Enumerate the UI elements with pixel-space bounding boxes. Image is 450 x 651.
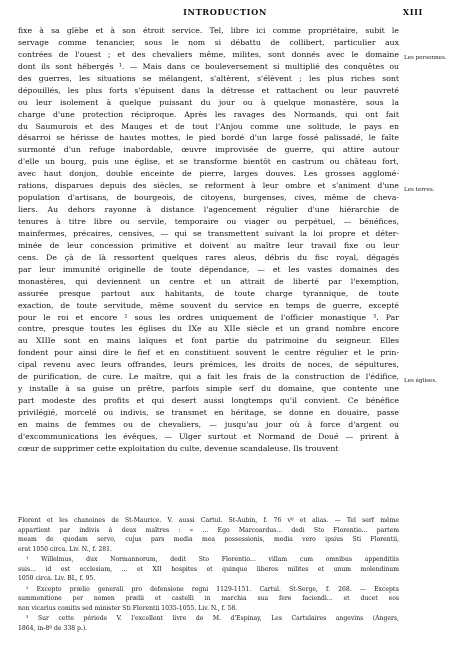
text-line: minée de leur concession primitive et doivent au maître leur travail fixe ou leur — [18, 240, 399, 250]
text-line: meam de quodam servo, cujus pars media mea possessionis, media vero ipsius Sti Florentii, — [18, 536, 399, 543]
text-line: privilégié, morcelé ou indivis, se transmet en héritage, se donne en douaire, passe — [18, 408, 399, 417]
text-line: part modeste des profits et qui desert aussi longtemps qu'il convient. Ce bénéfice — [18, 396, 399, 406]
text-line: en mains de femmes ou de chevaliers, — jusqu'au jour où à force d'argent ou — [18, 419, 399, 429]
text-line: population d'artisans, de bourgeois, de citoyens, burgenses, cives, même de cheva- — [18, 193, 399, 203]
margin-note-lands: Les terres. — [404, 187, 435, 193]
footnote-continuation — [18, 516, 399, 554]
text-line: cœur de supprimer cette exploitation du culte, devenue scandaleuse. Ils trouvent — [18, 443, 339, 453]
text-line: désarroi se hérisse de hautes mottes, le pied bordé d'un large fossé palissadé, le faîte — [18, 133, 399, 143]
text-line: monastères, qui deviennent un centre et un attrait de liberté par l'exemption, — [18, 276, 399, 286]
text-line: charge d'une protection réciproque. Après les ravages des Normands, qui ont fait — [18, 109, 399, 119]
text-line: servage comme tenancier, sous le nom si débattu de collibert, particulier aux — [18, 37, 399, 47]
text-line: y installe à sa guise un prêtre, parfois simple serf du domaine, que contente une — [18, 384, 399, 394]
text-line: erat 1050 circa. Liv. N., f. 281. — [18, 545, 112, 553]
text-line: avec haut donjon, double enceinte de pierre, larges douves. Les grosses agglomé- — [18, 169, 399, 179]
text-line: 1050 circa. Liv. BL, f. 95. — [18, 575, 96, 582]
text-line: fondent pour ainsi dire le fief et en constituent souvent le centre régulier et le prin- — [18, 348, 399, 358]
text-line: Florent et les chanoines de St-Maurice. V. aussi Cartul. St-Aubin, f. 76 vº et alias. — Tel serf même — [18, 517, 399, 524]
text-line: mainfermes, précaires, censives, — qui se transmettent suivant la loi propre et déter- — [18, 228, 399, 238]
text-line: d'elle un bourg, puis une église, et se transforme bientôt en castrum ou château fort, — [18, 157, 399, 167]
text-line: appartient par indivis à deux maîtres : « ... Ego Marcoardus... dedi Sto Florentio... partem — [18, 526, 399, 534]
margin-note-churches: Les églises. — [404, 378, 437, 384]
text-line: non vicarius comitis sed minister Sti Florentii 1035-1055. Liv. N., f. 58. — [18, 604, 238, 612]
page-number: XIII — [402, 7, 423, 17]
footnotes — [18, 516, 399, 633]
footnote-1 — [18, 555, 399, 584]
text-line: tenures à titre libre ou servile, temporaire ou viager ou perpétuel, — bénéfices, — [18, 217, 399, 226]
text-line: cens. De çà de là ressortent quelques rares aleus, débris du fisc royal, dégagés — [18, 252, 399, 262]
text-line: assurée presque partout aux habitants, de toute charge tyrannique, de toute — [18, 288, 399, 298]
text-line: par leur immunité originelle de toute dépendance, — et les vastes domaines des — [18, 264, 399, 274]
text-line: liers. Au dehors rayonne à distance l'agencement régulier d'une hiérarchie de — [18, 205, 399, 215]
text-line: suis... id est ecclesiam, ... et XII hospites et quinque liberos milites et unum molendinum — [18, 565, 399, 573]
text-line: ¹ Willelmus, dux Normannorum, dedit Sto Florentio... villam cum omnibus appenditiis — [26, 556, 399, 563]
text-line: d'excommunications les évêques, — Ulger surtout et Normand de Doué — prirent à — [18, 431, 399, 441]
text-line: dépouillés, les plus forts s'épuisent dans la détresse et rattachent ou leur pauvreté — [18, 85, 399, 95]
running-title: INTRODUCTION — [183, 7, 267, 17]
text-line: contrées de l'ouest ; et des chevaliers même, milites, sont donnés avec le domaine — [18, 49, 399, 59]
text-line: ou leur isolement à quelque puissant du jour ou à quelque monastère, sous la — [18, 97, 399, 107]
text-line: exaction, de toute servitude, même souvent du service en temps de guerre, excepté — [18, 300, 399, 310]
text-line: des guerres, les situations se mélangent, s'altèrent, s'élèvent ; les plus riches sont — [18, 73, 399, 83]
text-line: 1864, in-8º de 338 p.). — [18, 624, 88, 632]
text-line: summonitione per nomen prælii et castelli in marchia sua fere faciendi... et ducet eos — [18, 595, 399, 602]
body-text — [18, 25, 399, 455]
text-line: pour le roi et encore ² sous les ordres uniquement de l'officier monastique ³. Par — [18, 312, 399, 322]
footnote-3 — [18, 614, 399, 633]
text-line: fixe à sa glèbe et à son étroit service. Tel, libre ici comme propriétaire, subit le — [18, 26, 399, 35]
text-line: du Saumurois et des Mauges et de tout l'Anjou comme une solitude, le pays en — [18, 121, 399, 131]
running-header — [0, 7, 450, 19]
text-line: rations, disparues depuis des siècles, se reforment à leur ombre et s'animent d'une — [18, 181, 399, 191]
footnote-2 — [18, 585, 399, 614]
text-line: surmonté d'un refuge inabordable, œuvre improvisée de guerre, qui attire autour — [18, 145, 399, 155]
text-line: dont ils sont hébergés ¹. — Mais dans ce bouleversement si multiplié des conquêtes ou — [18, 61, 399, 71]
text-line: ² Excepto prælio generali pro defensione regni 1129-1151. Cartul. St-Serge, f. 268. — Excepta — [26, 585, 399, 593]
text-line: contre, presque toutes les églises du IXe au XIIe siècle et un grand nombre encore — [18, 324, 399, 334]
text-line: cipal revenu avec leurs offrandes, leurs prémices, les droits de noces, de sépultures, — [18, 360, 399, 370]
text-line: de purification, de cure. Le maître, qui a fait les frais de la construction de l'édifice, — [18, 372, 399, 382]
margin-note-persons: Les personnes. — [404, 55, 447, 61]
text-line: ³ Sur cette période V. l'excellent livre de M. d'Espinay, Les Cartulaires angevins (Angers, — [26, 615, 399, 622]
text-line: au XIIIe sont en mains laïques et font partie du patrimoine du seigneur. Elles — [18, 336, 399, 346]
